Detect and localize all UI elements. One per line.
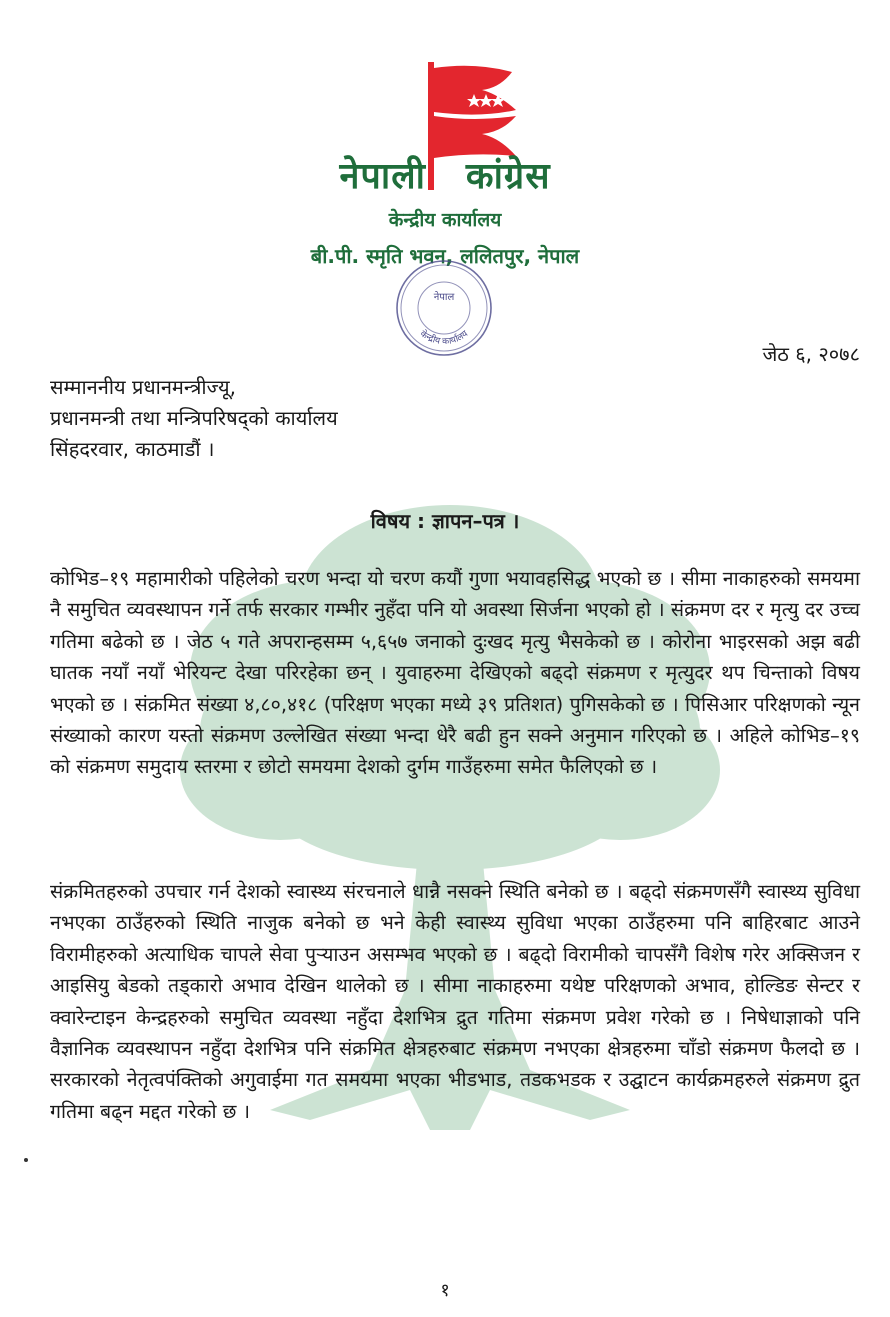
svg-text:केन्द्रीय कार्यालय: [418, 328, 471, 348]
letter-subject: विषय : ज्ञापन–पत्र ।: [370, 509, 520, 533]
body-paragraph-1: कोभिड–१९ महामारीको पहिलेको चरण भन्दा यो चरण कयौं गुणा भयावहसिद्ध भएको छ । सीमा नाकाहरुको समयमा नै समुचित व्यवस्थापन गर्ने तर्फ सरकार गम्भीर नुहँदा पनि यो अवस्था सिर्जना भएको हो । संक्रमण दर र मृत्यु दर उच्च गतिमा बढेको छ । जेठ ५ गते अपरान्हसम्म ५,६५७ जनाको दुःखद मृत्यु भैसकेको छ । कोरोना भाइरसको अझ बढी घातक नयाँ नयाँ भेरियन्ट देखा परिरहेका छन् । युवाहरुमा देखिएको बढ्दो संक्रमण र मृत्युदर थप चिन्ताको विषय भएको छ । संक्रमित संख्या ४,८०,४१८ (परिक्षण भएका मध्ये ३९ प्रतिशत) पुगिसकेको छ । पिसिआर परिक्षणको न्यून संख्याको कारण यस्तो संक्रमण उल्लेखित संख्या भन्दा धेरै बढी हुन सक्ने अनुमान गरिएको छ । अहिले कोभिड–१९ को संक्रमण समुदाय स्तरमा र छोटो समयमा देशको दुर्गम गाउँहरुमा समेत फैलिएको छ ।: [50, 567, 860, 779]
recipient-line-3: सिंहदरवार, काठमाडौं ।: [50, 437, 215, 461]
party-name-right: कांग्रेस: [465, 156, 551, 197]
page-number: १: [440, 1280, 450, 1301]
seal-bottom-text: केन्द्रीय कार्यालय: [417, 329, 471, 348]
recipient-block: [50, 372, 338, 465]
body-paragraph-2: संक्रमितहरुको उपचार गर्न देशको स्वास्थ्य संरचनाले धान्नै नसक्ने स्थिति बनेको छ । बढ्दो संक्रमणसँगै स्वास्थ्य सुविधा नभएका ठाउँहरुको स्थिति नाजुक बनेको छ भने केही स्वास्थ्य सुविधा भएका ठाउँहरुमा पनि बाहिरबाट आउने विरामीहरुको अत्याधिक चापले सेवा पुऱ्याउन असम्भव भएको छ । बढ्दो विरामीको चापसँगै विशेष गरेर अक्सिजन र आइसियु बेडको तड्कारो अभाव देखिन थालेको छ । सीमा नाकाहरुमा यथेष्ट परिक्षणको अभाव, होल्डिङ सेन्टर र क्वारेन्टाइन केन्द्रहरुको समुचित व्यवस्था नहुँदा देशभित्र द्रुत गतिमा संक्रमण प्रवेश गरेको छ । निषेधाज्ञाको पनि वैज्ञानिक व्यवस्थापन नहुँदा देशभित्र पनि संक्रमित क्षेत्रहरुबाट संक्रमण नभएका क्षेत्रहरुमा चाँडो संक्रमण फैलदो छ । सरकारको नेतृत्वपंक्तिको अगुवाईमा गत समयमा भएका भीडभाड, तडकभडक र उद्घाटन कार्यक्रमहरुले संक्रमण द्रुत गतिमा बढ्न मद्दत गरेको छ ।: [50, 880, 860, 1123]
margin-dot: [24, 1158, 28, 1162]
seal-center-text: नेपाल: [433, 292, 455, 303]
party-name-left: नेपाली: [339, 156, 426, 197]
office-name: केन्द्रीय कार्यालय: [388, 209, 502, 231]
recipient-line-1: सम्माननीय प्रधानमन्त्रीज्यू,: [50, 375, 237, 399]
party-name: [0, 150, 890, 199]
office-address: बी.पी. स्मृति भवन, ललितपुर, नेपाल: [310, 244, 580, 268]
office-seal-icon: [380, 258, 508, 358]
letter-date: जेठ ६, २०७८: [762, 342, 860, 366]
recipient-line-2: प्रधानमन्त्री तथा मन्त्रिपरिषद्को कार्यालय: [50, 406, 338, 430]
